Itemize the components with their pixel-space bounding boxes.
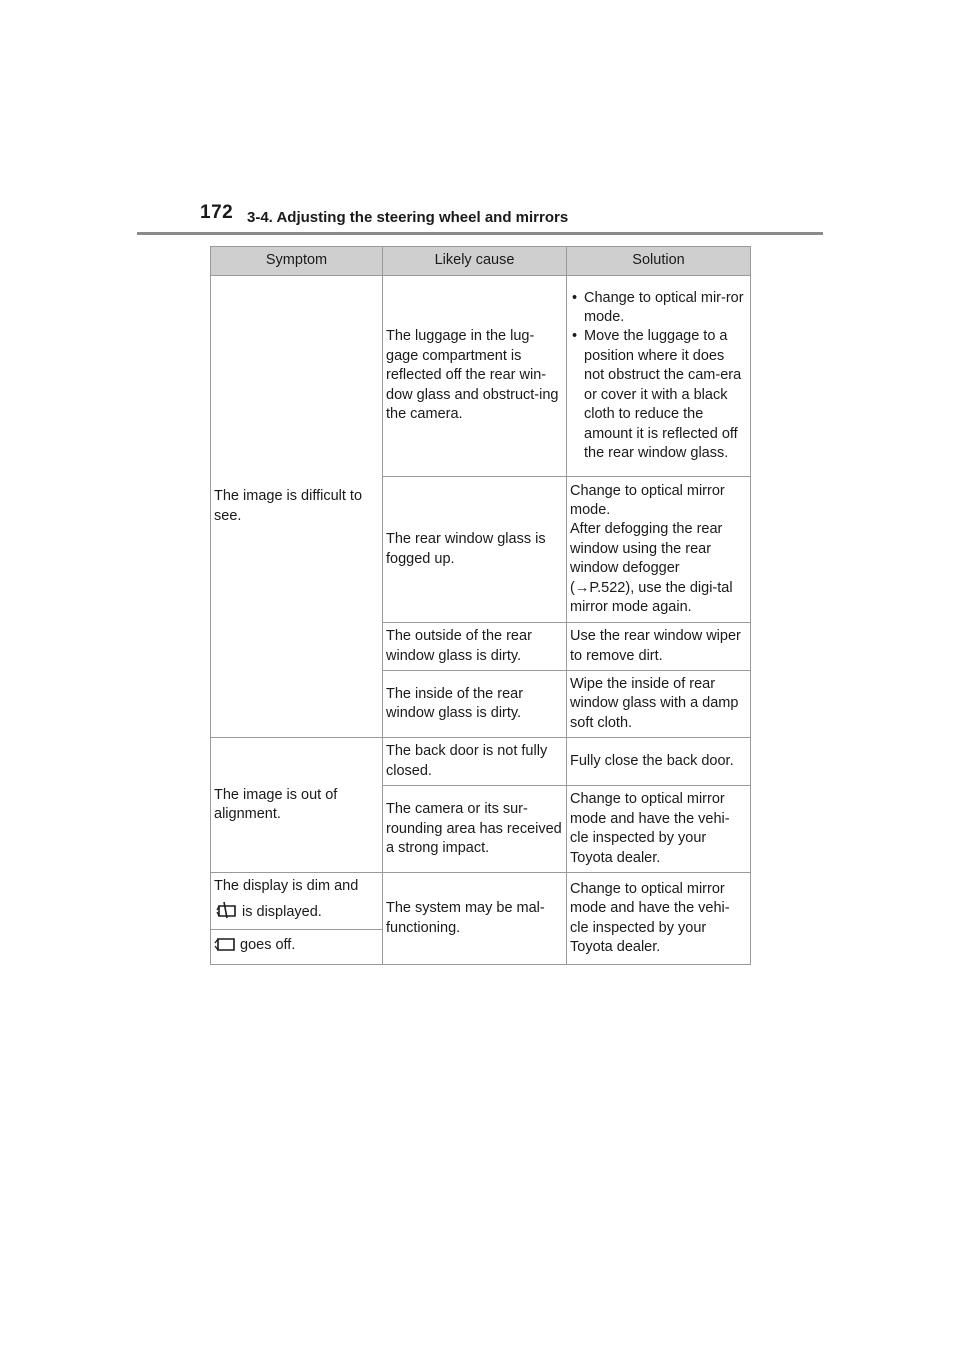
solution-text: After defogging the rear window using the rear window defogger (: [570, 521, 723, 596]
table-header-row: [211, 247, 751, 276]
solution-list: [570, 289, 747, 464]
solution-cell: Wipe the inside of rear window glass with a damp soft cloth.: [567, 671, 751, 738]
symptom-cell: [211, 873, 383, 930]
cause-cell: The outside of the rear window glass is dirty.: [383, 623, 567, 671]
page-number: 172: [200, 202, 234, 223]
symptom-line: The display is dim and: [214, 878, 359, 895]
cause-cell: The back door is not fully closed.: [383, 738, 567, 786]
solution-cell: [567, 477, 751, 623]
solution-cell: Use the rear window wiper to remove dirt.: [567, 623, 751, 671]
cause-cell: The camera or its sur-rounding area has received a strong impact.: [383, 786, 567, 873]
list-item: • Move the luggage to a position where it does not obstruct the cam-era or cover it with a black cloth to reduce the amount it is reflected off the rear window glass.: [570, 327, 747, 463]
symptom-cell: The image is out of alignment.: [211, 738, 383, 873]
troubleshooting-table: [210, 246, 751, 965]
arrow-right-icon: →: [574, 579, 590, 596]
symptom-text: is displayed.: [242, 903, 322, 920]
column-header-solution: Solution: [567, 247, 751, 276]
symptom-text: goes off.: [240, 936, 296, 953]
solution-line: Change to optical mirror mode.: [570, 482, 725, 518]
mirror-warning-icon: [216, 901, 238, 925]
symptom-cell: [211, 930, 383, 965]
solution-text: ), use the digi-tal mirror mode again.: [570, 579, 733, 616]
cause-cell: The luggage in the lug-gage compartment is reflected off the rear win-dow glass and obstruct-ing the camera.: [383, 276, 567, 477]
table-row: [211, 873, 751, 930]
list-item: • Change to optical mir-ror mode.: [570, 289, 747, 328]
mirror-icon: [214, 936, 236, 958]
page-reference-link[interactable]: P.522: [589, 579, 626, 596]
solution-cell: Fully close the back door.: [567, 738, 751, 786]
solution-cell: Change to optical mirror mode and have the vehi-cle inspected by your Toyota dealer.: [567, 786, 751, 873]
cause-cell: The inside of the rear window glass is dirty.: [383, 671, 567, 738]
symptom-cell: The image is difficult to see.: [211, 276, 383, 738]
column-header-symptom: Symptom: [211, 247, 383, 276]
symptom-line-with-icon: [214, 901, 379, 925]
cause-cell: The rear window glass is fogged up.: [383, 477, 567, 623]
solution-line: [570, 520, 747, 617]
table-row: [211, 276, 751, 477]
column-header-likely-cause: Likely cause: [383, 247, 567, 276]
section-title: 3-4. Adjusting the steering wheel and mirrors: [247, 209, 569, 226]
header-rule: [137, 232, 823, 235]
solution-cell: Change to optical mirror mode and have the vehi-cle inspected by your Toyota dealer.: [567, 873, 751, 965]
cause-cell: The system may be mal-functioning.: [383, 873, 567, 965]
table-row: [211, 738, 751, 786]
solution-cell: [567, 276, 751, 477]
